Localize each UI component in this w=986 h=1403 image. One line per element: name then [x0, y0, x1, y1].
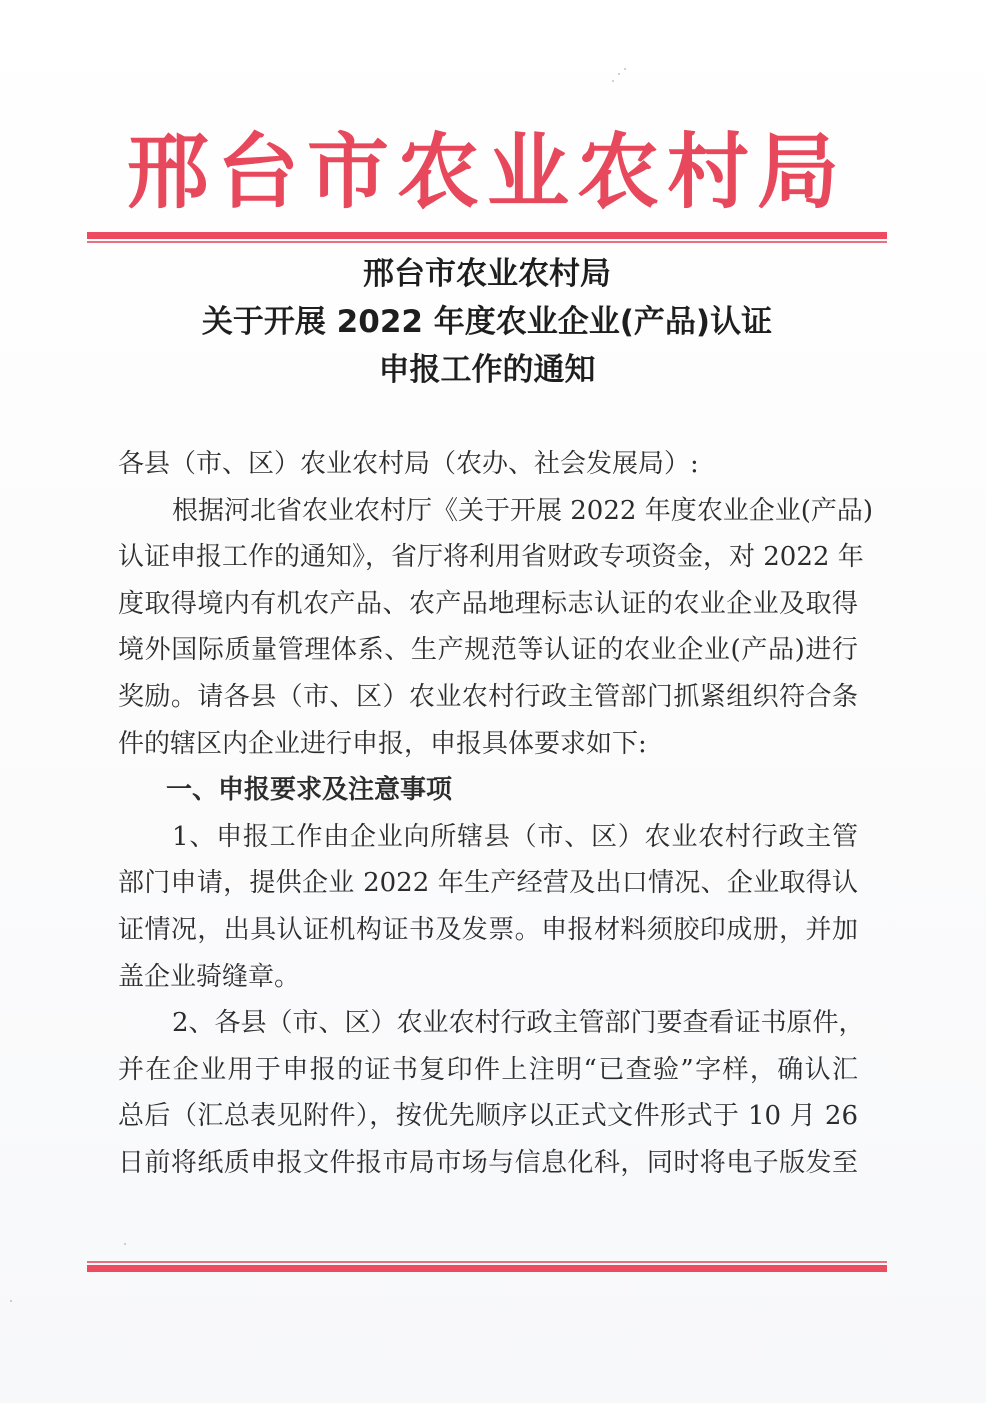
item-1-line-2: 部门申请，提供企业 2022 年生产经营及出口情况、企业取得认 [118, 868, 858, 899]
section-heading-1: 一、申报要求及注意事项 [166, 775, 453, 806]
paragraph-1-line-2: 认证申报工作的通知》，省厅将利用省财政专项资金，对 2022 年 [118, 542, 864, 573]
scan-speck [10, 1300, 12, 1302]
item-2-line-2: 并在企业用于申报的证书复印件上注明“已查验”字样，确认汇 [118, 1054, 858, 1085]
paragraph-1-line-3: 度取得境内有机农产品、农产品地理标志认证的农业企业及取得 [118, 588, 858, 619]
title-line-1: 邢台市农业农村局 [363, 256, 611, 292]
scan-speck [612, 80, 614, 82]
item-1-line-4: 盖企业骑缝章。 [118, 961, 301, 992]
title-line-3: 申报工作的通知 [378, 352, 596, 388]
header-rule-thin [87, 241, 887, 243]
footer-rule-thick [87, 1265, 887, 1272]
item-2-line-1: 2、各县（市、区）农业农村行政主管部门要查看证书原件， [172, 1008, 865, 1039]
paragraph-1-line-5: 奖励。请各县（市、区）农业农村行政主管部门抓紧组织符合条 [118, 681, 858, 712]
scan-speck [124, 1243, 126, 1245]
item-1-line-1: 1、申报工作由企业向所辖县（市、区）农业农村行政主管 [172, 821, 858, 852]
scan-speck [624, 68, 626, 70]
document-body [118, 441, 873, 1187]
paragraph-1-line-1: 根据河北省农业农村厅《关于开展 2022 年度农业企业(产品) [172, 495, 873, 526]
scan-speck [618, 73, 620, 75]
item-2-line-3: 总后（汇总表见附件），按优先顺序以正式文件形式于 10 月 26 [118, 1101, 858, 1132]
document-title [87, 250, 887, 394]
masthead-org-name: 邢台市农业农村局 [126, 124, 847, 220]
paragraph-1-line-4: 境外国际质量管理体系、生产规范等认证的农业企业(产品)进行 [118, 635, 858, 666]
paragraph-1-line-6: 件的辖区内企业进行申报，申报具体要求如下: [118, 728, 647, 759]
header-rule-thick [87, 232, 887, 239]
item-2-line-4: 日前将纸质申报文件报市局市场与信息化科，同时将电子版发至 [118, 1147, 858, 1178]
title-line-2: 关于开展 2022 年度农业企业(产品)认证 [201, 304, 773, 340]
salutation: 各县（市、区）农业农村局（农办、社会发展局）: [118, 449, 699, 479]
item-1-line-3: 证情况，出具认证机构证书及发票。申报材料须胶印成册，并加 [118, 914, 858, 945]
footer-rule-thin [87, 1261, 887, 1263]
